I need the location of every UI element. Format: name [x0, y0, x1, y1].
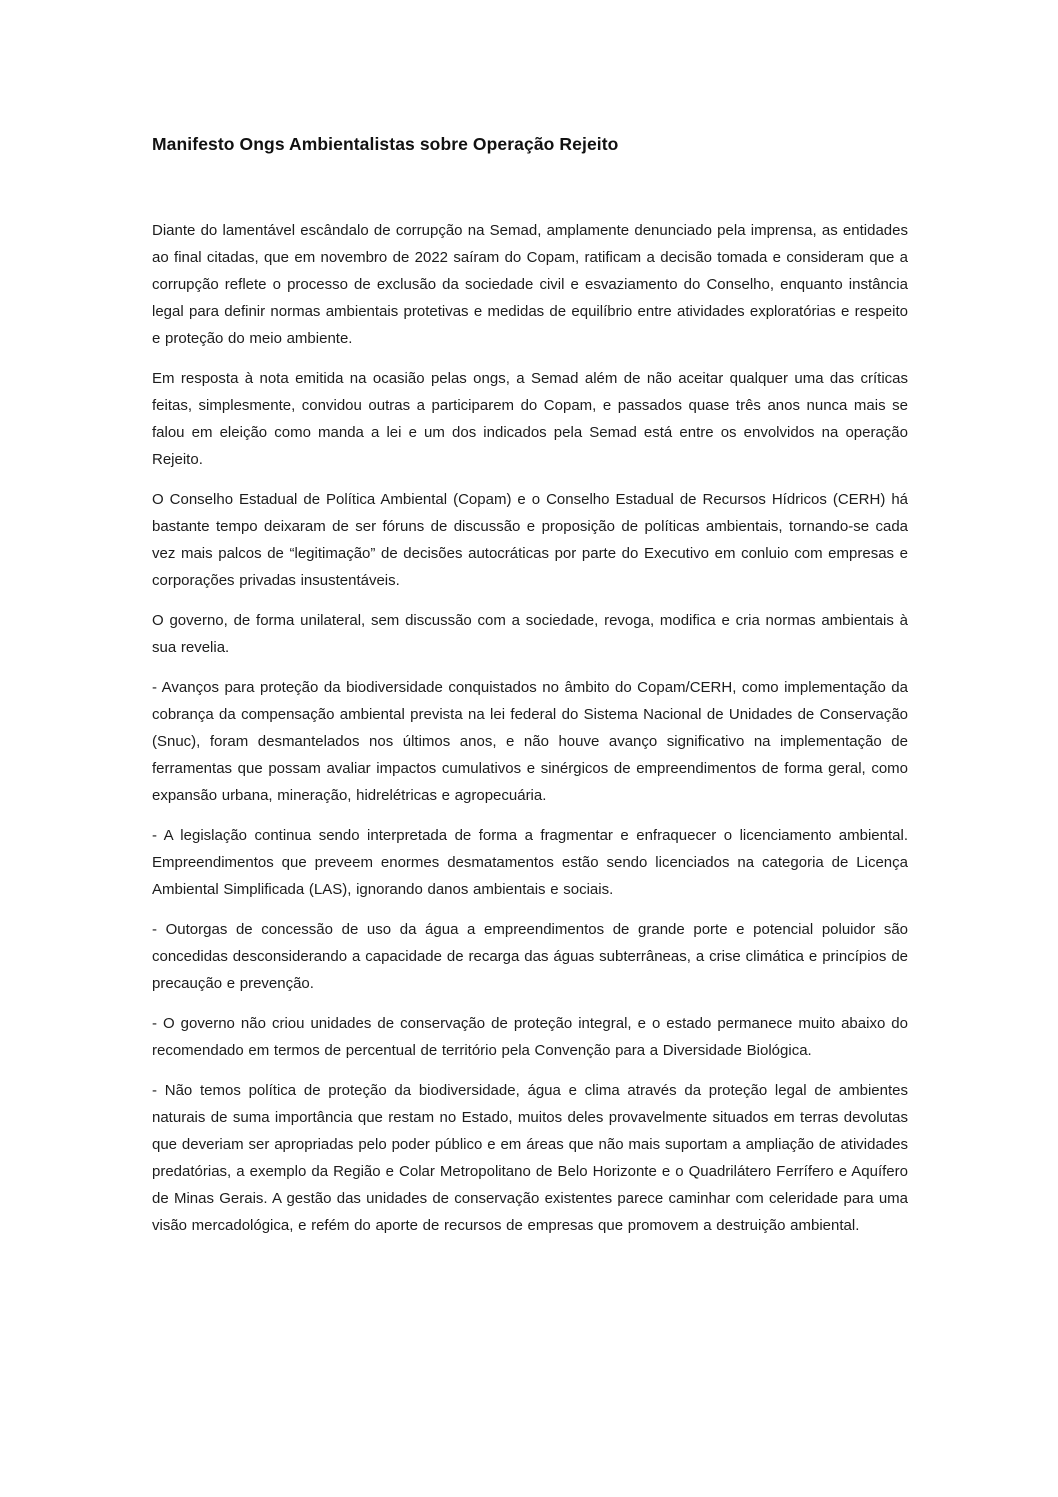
paragraph-item-legislation: - A legislação continua sendo interpretada de forma a fragmentar e enfraquecer o licenciamento ambiental. Empreendimentos que preveem enormes desmatamentos estão sendo licenciados na categoria de Licença Ambiental Simplificada (LAS), ignorando danos ambientais e sociais. [152, 827, 908, 898]
document-title: Manifesto Ongs Ambientalistas sobre Operação Rejeito [152, 134, 619, 154]
paragraph-item-water-grants: - Outorgas de concessão de uso da água a empreendimentos de grande porte e potencial poluidor são concedidas desconsiderando a capacidade de recarga das águas subterrâneas, a crise climática e princípios de precaução e prevenção. [152, 921, 908, 992]
paragraph-item-conservation-units: - O governo não criou unidades de conservação de proteção integral, e o estado permanece muito abaixo do recomendado em termos de percentual de território pela Convenção para a Diversidade Biológica. [152, 1015, 908, 1059]
paragraph-item-biodiversity-advances: - Avanços para proteção da biodiversidade conquistados no âmbito do Copam/CERH, como implementação da cobrança da compensação ambiental prevista na lei federal do Sistema Nacional de Unidades de Conservação (Snuc), foram desmantelados nos últimos anos, e não houve avanço significativo na implementação de ferramentas que possam avaliar impactos cumulativos e sinérgicos de empreendimentos de forma geral, como expansão urbana, mineração, hidrelétricas e agropecuária. [152, 679, 908, 804]
paragraph-government: O governo, de forma unilateral, sem discussão com a sociedade, revoga, modifica e cria normas ambientais à sua revelia. [152, 612, 908, 656]
paragraph-item-biodiversity-policy: - Não temos política de proteção da biodiversidade, água e clima através da proteção legal de ambientes naturais de suma importância que restam no Estado, muitos deles provavelmente situados em terras devolutas que deveriam ser apropriadas pelo poder público e em áreas que não mais suportam a ampliação de atividades predatórias, a exemplo da Região e Colar Metropolitano de Belo Horizonte e o Quadrilátero Ferrífero e Aquífero de Minas Gerais. A gestão das unidades de conservação existentes parece caminhar com celeridade para uma visão mercadológica, e refém do aporte de recursos de empresas que promovem a destruição ambiental. [152, 1082, 908, 1234]
document-body [152, 217, 908, 1239]
paragraph-councils: O Conselho Estadual de Política Ambiental (Copam) e o Conselho Estadual de Recursos Hídricos (CERH) há bastante tempo deixaram de ser fóruns de discussão e proposição de políticas ambientais, tornando-se cada vez mais palcos de “legitimação” de decisões autocráticas por parte do Executivo em conluio com empresas e corporações privadas insustentáveis. [152, 491, 908, 589]
paragraph-intro: Diante do lamentável escândalo de corrupção na Semad, amplamente denunciado pela imprensa, as entidades ao final citadas, que em novembro de 2022 saíram do Copam, ratificam a decisão tomada e consideram que a corrupção reflete o processo de exclusão da sociedade civil e esvaziamento do Conselho, enquanto instância legal para definir normas ambientais protetivas e medidas de equilíbrio entre atividades exploratórias e respeito e proteção do meio ambiente. [152, 222, 908, 347]
paragraph-response: Em resposta à nota emitida na ocasião pelas ongs, a Semad além de não aceitar qualquer uma das críticas feitas, simplesmente, convidou outras a participarem do Copam, e passados quase três anos nunca mais se falou em eleição como manda a lei e um dos indicados pela Semad está entre os envolvidos na operação Rejeito. [152, 370, 908, 468]
